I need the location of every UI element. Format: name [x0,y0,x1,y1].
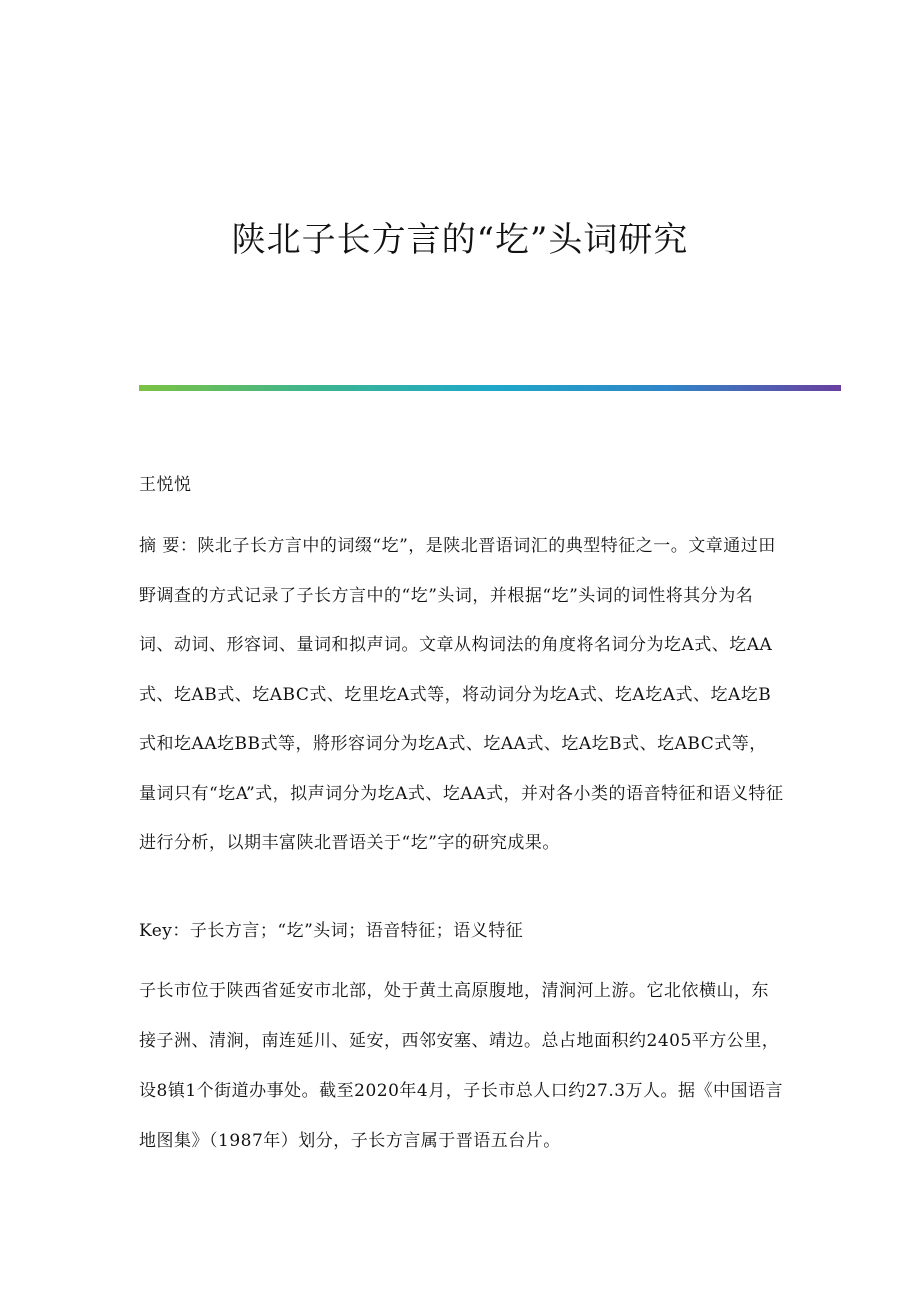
abstract-paragraph: 摘 要：陕北子长方言中的词缀“圪”，是陕北晋语词汇的典型特征之一。文章通过田野调查的方式记录了子长方言中的“圪”头词，并根据“圪”头词的词性将其分为名词、动词、形容词、量词和拟声词。文章从构词法的角度将名词分为圪A式、圪AA式、圪AB式、圪ABC式、圪里圪A式等，将动词分为圪A式、圪A圪A式、圪A圪B式和圪AA圪BB式等，將形容词分为圪A式、圪AA式、圪A圪B式、圪ABC式等，量词只有“圪A”式，拟声词分为圪A式、圪AA式，并对各小类的语音特征和语义特征进行分析，以期丰富陕北晋语关于“圪”字的研究成果。 [139,536,784,853]
decorative-gradient-rule [139,385,841,391]
body-paragraph: 子长市位于陕西省延安市北部，处于黄土高原腹地，清涧河上游。它北依横山，东接子洲、清涧，南连延川、延安，西邻安塞、靖边。总占地面积约2405平方公里，设8镇1个街道办事处。截至2020年4月，子长市总人口约27.3万人。据《中国语言地图集》（1987年）划分，子长方言属于晋语五台片。 [139,981,784,1151]
author-name: 王悦悦 [139,475,192,495]
document-title: 陕北子长方言的“圪”头词研究 [231,220,689,260]
keywords-line: Key：子长方言；“圪”头词；语音特征；语义特征 [139,921,524,941]
